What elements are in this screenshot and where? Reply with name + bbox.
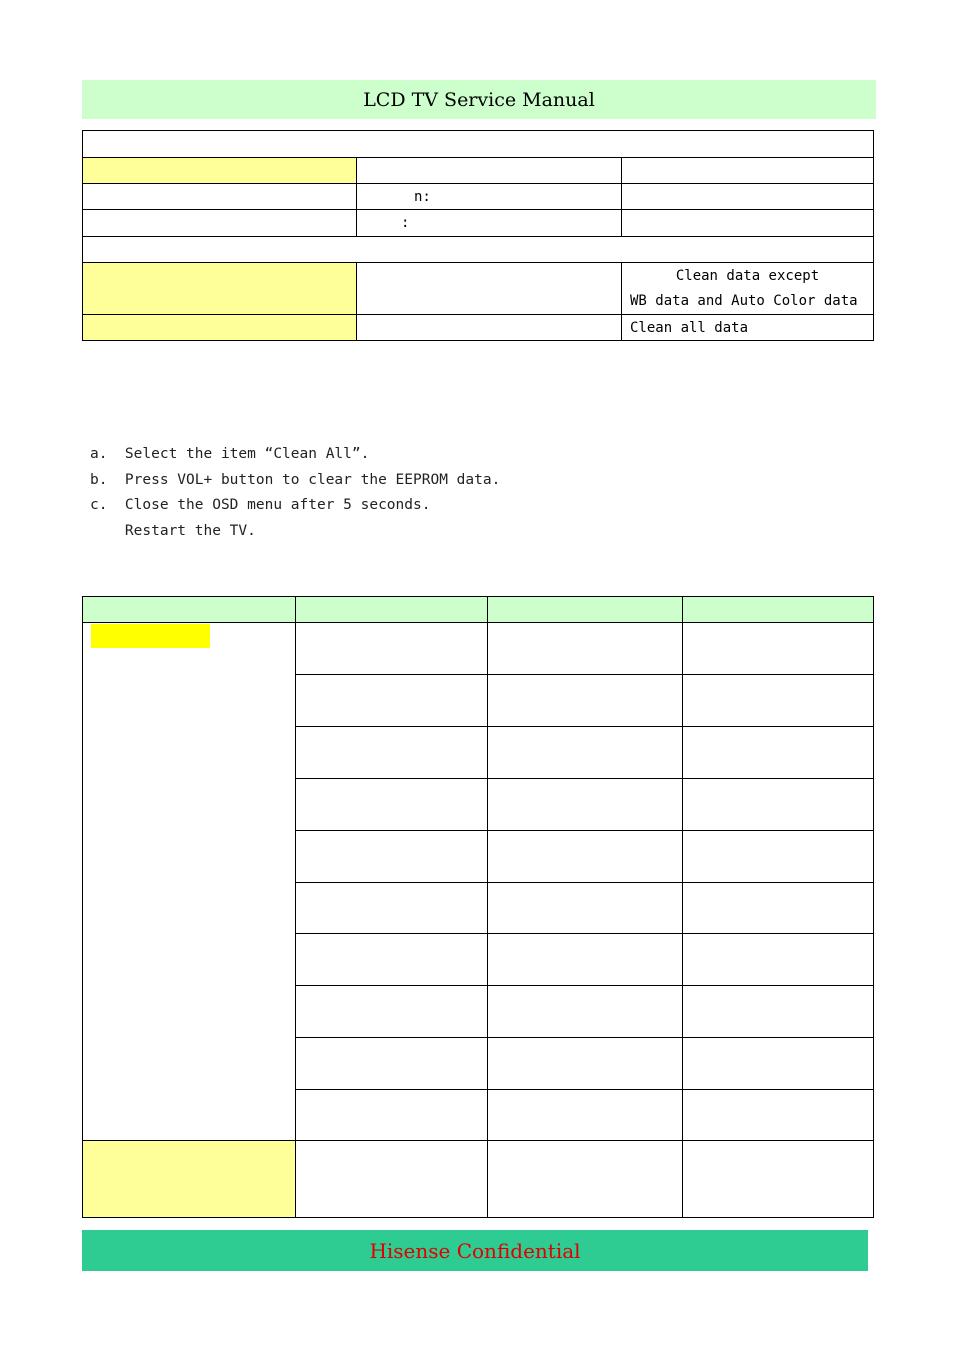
table2-row6-col4 bbox=[682, 882, 874, 934]
table2-row4-col4 bbox=[682, 778, 874, 831]
table2-row10-col4 bbox=[682, 1089, 874, 1141]
table1-row6-mid bbox=[356, 262, 622, 315]
table1-row2-right bbox=[621, 157, 874, 184]
table2-row7-col4 bbox=[682, 933, 874, 986]
table2-row10-col2 bbox=[295, 1089, 488, 1141]
table2-row1-col2 bbox=[295, 622, 488, 675]
table2-row6-col3 bbox=[487, 882, 683, 934]
table2-row9-col4 bbox=[682, 1037, 874, 1090]
table2-row1-col3 bbox=[487, 622, 683, 675]
table2-row2-col3 bbox=[487, 674, 683, 727]
table2-row3-col4 bbox=[682, 726, 874, 779]
table2-header-col4 bbox=[682, 596, 874, 623]
table2-row4-col3 bbox=[487, 778, 683, 831]
table2-row9-col3 bbox=[487, 1037, 683, 1090]
table2-group-cell bbox=[82, 622, 296, 1141]
step-a: a. Select the item “Clean All”. bbox=[90, 446, 370, 462]
table2-row7-col3 bbox=[487, 933, 683, 986]
table2-row8-col2 bbox=[295, 985, 488, 1038]
table2-last-col3 bbox=[487, 1140, 683, 1218]
table1-row4-mid bbox=[356, 209, 622, 237]
table2-row8-col3 bbox=[487, 985, 683, 1038]
table2-header-col2 bbox=[295, 596, 488, 623]
page-header bbox=[82, 80, 876, 119]
footer-text: Hisense Confidential bbox=[369, 1238, 581, 1263]
table1-row6-right-line1: Clean data except bbox=[675, 268, 820, 284]
table2-last-col1 bbox=[82, 1140, 296, 1218]
table2-row7-col2 bbox=[295, 933, 488, 986]
table1-row3-left bbox=[82, 183, 357, 210]
step-d: Restart the TV. bbox=[90, 522, 256, 539]
table1-row1 bbox=[82, 130, 874, 158]
table2-last-col2 bbox=[295, 1140, 488, 1218]
table1-row6-left bbox=[82, 262, 357, 315]
table1-row2-mid bbox=[356, 157, 622, 184]
table1-row3-right bbox=[621, 183, 874, 210]
table1-row2-left bbox=[82, 157, 357, 184]
table1-row7-left bbox=[82, 314, 357, 341]
table2-row6-col2 bbox=[295, 882, 488, 934]
table2-header-col1 bbox=[82, 596, 296, 623]
table2-row1-col4 bbox=[682, 622, 874, 675]
table1-row7-right bbox=[621, 314, 874, 341]
table2-last-col4 bbox=[682, 1140, 874, 1218]
table2-row3-col2 bbox=[295, 726, 488, 779]
table2-row8-col4 bbox=[682, 985, 874, 1038]
table1-row5 bbox=[82, 236, 874, 263]
procedure-steps bbox=[90, 442, 590, 544]
table2-row10-col3 bbox=[487, 1089, 683, 1141]
table2-row2-col4 bbox=[682, 674, 874, 727]
table1-row4-right bbox=[621, 209, 874, 237]
table2-row5-col2 bbox=[295, 830, 488, 883]
table1-row3-mid-text: n: bbox=[414, 189, 431, 205]
table1-row6-right-line2: WB data and Auto Color data bbox=[630, 293, 858, 309]
table1-row7-mid bbox=[356, 314, 622, 341]
table1-row4-left bbox=[82, 209, 357, 237]
table1-row6-right bbox=[621, 262, 874, 315]
table2-row3-col3 bbox=[487, 726, 683, 779]
step-c: c. Close the OSD menu after 5 seconds. bbox=[90, 497, 431, 513]
table2-row2-col2 bbox=[295, 674, 488, 727]
highlight-mark bbox=[91, 624, 210, 648]
table1-row3-mid bbox=[356, 183, 622, 210]
page-footer bbox=[82, 1230, 868, 1271]
table2-row4-col2 bbox=[295, 778, 488, 831]
table1-row4-mid-text: : bbox=[401, 215, 410, 231]
table2-row9-col2 bbox=[295, 1037, 488, 1090]
table2-row5-col4 bbox=[682, 830, 874, 883]
header-title: LCD TV Service Manual bbox=[363, 88, 595, 111]
table2-row5-col3 bbox=[487, 830, 683, 883]
table1-row7-right-text: Clean all data bbox=[630, 320, 749, 336]
step-b: b. Press VOL+ button to clear the EEPROM data. bbox=[90, 471, 501, 488]
table2-header-col3 bbox=[487, 596, 683, 623]
